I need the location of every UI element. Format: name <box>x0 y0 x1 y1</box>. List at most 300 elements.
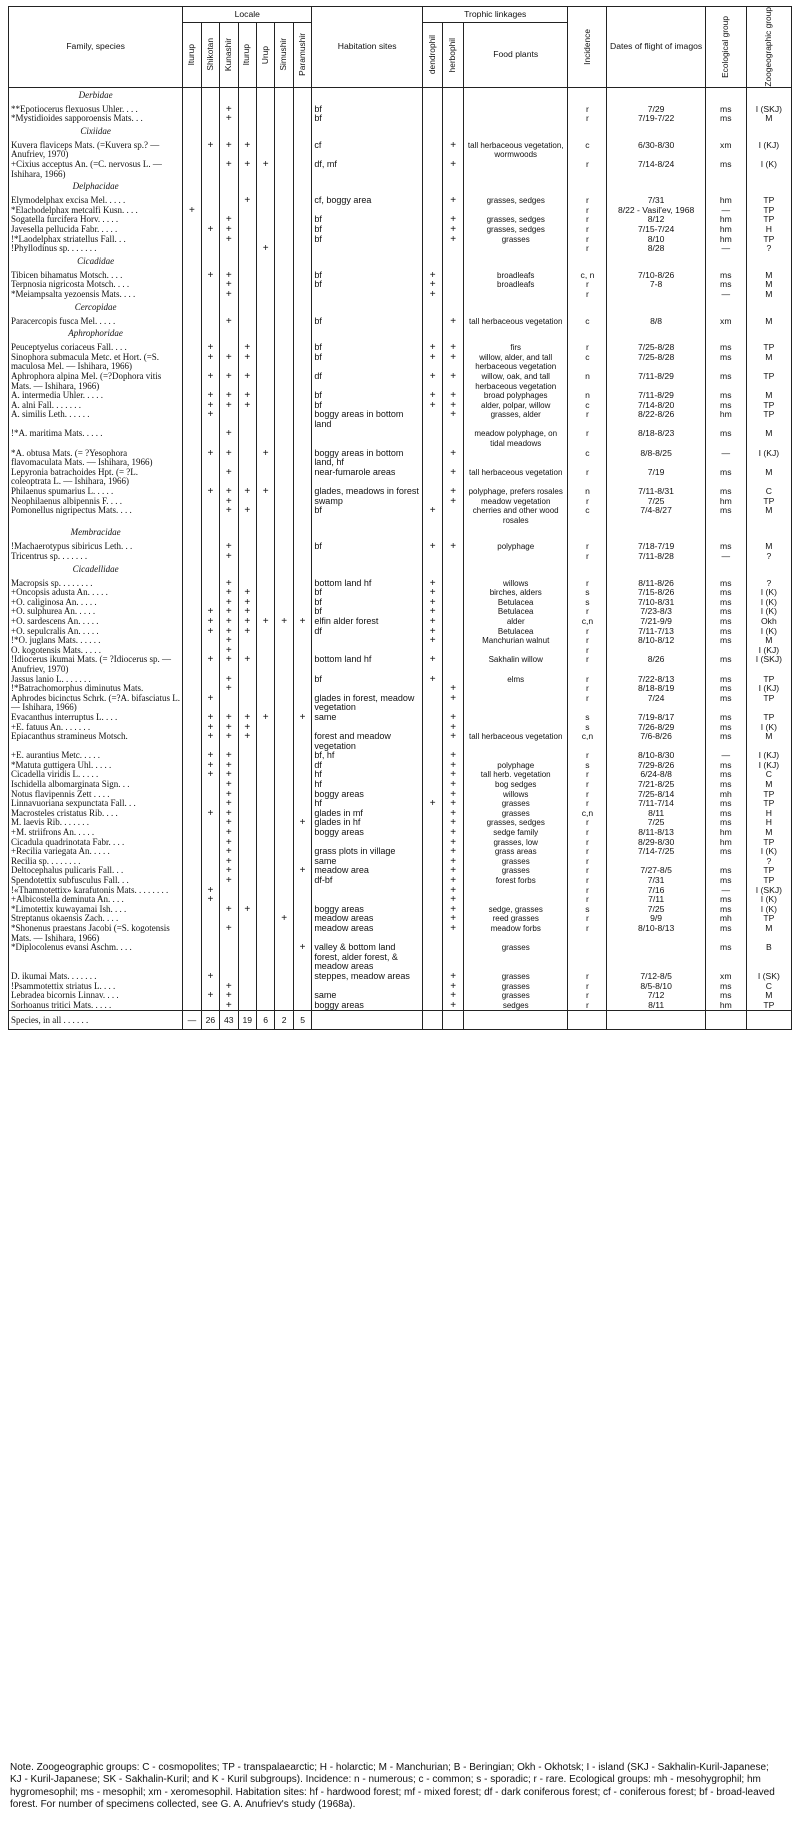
species-name: Macropsis sp. . . . . . . . <box>9 579 183 589</box>
habitation-site: glades in hf <box>312 818 423 828</box>
ecological-group: hm <box>705 1001 746 1011</box>
locale-mark <box>183 497 201 507</box>
locale-mark: + <box>220 723 238 733</box>
zoogeographic-group: I (SKJ) <box>746 105 791 115</box>
locale-mark <box>293 684 311 694</box>
locale-mark: + <box>220 1001 238 1011</box>
dendrophil-mark <box>422 943 442 972</box>
table-row <box>9 770 792 780</box>
zoogeographic-group: TP <box>746 1001 791 1011</box>
locale-mark: + <box>220 732 238 751</box>
ecological-group: mh <box>705 914 746 924</box>
flight-dates: 8/28 <box>607 244 705 254</box>
empty-cell <box>275 562 293 579</box>
locale-mark <box>293 809 311 819</box>
locale-mark <box>275 857 293 867</box>
table-row <box>9 215 792 225</box>
table-row <box>9 449 792 468</box>
empty-cell <box>201 179 219 196</box>
ecological-group: ms <box>705 487 746 497</box>
locale-mark <box>275 579 293 589</box>
species-name: Sinophora submacula Metc. et Hort. (=S. maculosa Mel. — Ishihara, 1966) <box>9 353 183 372</box>
habitation-site <box>312 290 423 300</box>
locale-mark <box>238 770 256 780</box>
locale-mark <box>238 429 256 448</box>
locale-mark <box>201 636 219 646</box>
family-name: Membracidae <box>9 525 183 542</box>
header-food: Food plants <box>463 22 568 87</box>
locale-mark <box>256 627 274 637</box>
zoogeographic-group: TP <box>746 410 791 429</box>
dendrophil-mark <box>422 982 442 992</box>
ecological-group: ms <box>705 694 746 713</box>
species-name: +E. fatuus An. . . . . . . <box>9 723 183 733</box>
habitation-site: bf <box>312 391 423 401</box>
herbophil-mark: + <box>443 751 463 761</box>
locale-mark: + <box>293 713 311 723</box>
locale-mark <box>256 1001 274 1011</box>
locale-mark <box>256 761 274 771</box>
food-plants <box>463 684 568 694</box>
habitation-site: df, mf <box>312 160 423 179</box>
habitation-site <box>312 636 423 646</box>
locale-mark: + <box>238 627 256 637</box>
zoogeographic-group: M <box>746 924 791 943</box>
empty-cell <box>568 326 607 343</box>
locale-mark <box>238 895 256 905</box>
locale-mark <box>275 886 293 896</box>
herbophil-mark: + <box>443 732 463 751</box>
habitation-site <box>312 244 423 254</box>
ecological-group: ms <box>705 905 746 915</box>
locale-mark <box>275 627 293 637</box>
ecological-group: hm <box>705 225 746 235</box>
header-dates: Dates of flight of imagos <box>607 7 705 88</box>
zoogeographic-group: I (KJ) <box>746 761 791 771</box>
herbophil-mark: + <box>443 818 463 828</box>
table-row <box>9 290 792 300</box>
table-row <box>9 598 792 608</box>
food-plants: meadow forbs <box>463 924 568 943</box>
locale-mark <box>183 410 201 429</box>
empty-cell <box>293 525 311 542</box>
family-row <box>9 87 792 105</box>
locale-mark: + <box>201 972 219 982</box>
incidence: r <box>568 235 607 245</box>
locale-mark <box>183 627 201 637</box>
dendrophil-mark <box>422 429 442 448</box>
locale-mark: + <box>293 866 311 876</box>
locale-mark: + <box>238 353 256 372</box>
dendrophil-mark: + <box>422 401 442 411</box>
zoogeographic-group: ? <box>746 857 791 867</box>
flight-dates: 7/11-8/31 <box>607 487 705 497</box>
habitation-site: df <box>312 761 423 771</box>
incidence: r <box>568 799 607 809</box>
locale-mark <box>293 732 311 751</box>
locale-mark: + <box>201 761 219 771</box>
locale-mark <box>293 141 311 160</box>
species-name: Elymodelphax excisa Mel. . . . . <box>9 196 183 206</box>
locale-mark <box>256 972 274 982</box>
ecological-group <box>705 646 746 656</box>
ecological-group: xm <box>705 141 746 160</box>
locale-mark <box>256 372 274 391</box>
species-name: Aphrodes bicinctus Schrk. (=?A. bifasciatus L. — Ishihara, 1966) <box>9 694 183 713</box>
locale-mark <box>183 317 201 327</box>
zoogeographic-group: Okh <box>746 617 791 627</box>
habitation-site <box>312 552 423 562</box>
empty-cell <box>422 254 442 271</box>
locale-mark: + <box>238 196 256 206</box>
empty-cell <box>220 300 238 317</box>
empty-cell <box>705 124 746 141</box>
zoogeographic-group: I (K) <box>746 598 791 608</box>
locale-mark <box>201 838 219 848</box>
ecological-group: — <box>705 751 746 761</box>
locale-mark <box>183 684 201 694</box>
empty-cell <box>746 525 791 542</box>
locale-mark <box>256 290 274 300</box>
locale-mark <box>238 114 256 124</box>
locale-mark <box>201 114 219 124</box>
habitation-site: df <box>312 372 423 391</box>
locale-mark <box>256 655 274 674</box>
locale-mark: + <box>220 655 238 674</box>
locale-mark <box>256 828 274 838</box>
flight-dates <box>607 290 705 300</box>
zoogeographic-group: M <box>746 542 791 552</box>
flight-dates: 7/12 <box>607 991 705 1001</box>
locale-mark <box>275 761 293 771</box>
locale-mark <box>183 972 201 982</box>
locale-mark <box>275 114 293 124</box>
locale-mark <box>201 866 219 876</box>
locale-mark <box>256 280 274 290</box>
empty-cell <box>275 525 293 542</box>
locale-mark: + <box>238 588 256 598</box>
habitation-site <box>312 886 423 896</box>
table-row <box>9 924 792 943</box>
locale-mark <box>238 646 256 656</box>
ecological-group: ms <box>705 105 746 115</box>
locale-mark: + <box>238 598 256 608</box>
ecological-group: hm <box>705 828 746 838</box>
locale-mark: + <box>220 780 238 790</box>
locale-mark <box>293 206 311 216</box>
dendrophil-mark <box>422 694 442 713</box>
locale-mark <box>238 809 256 819</box>
habitation-site: swamp <box>312 497 423 507</box>
species-name: !Idiocerus ikumai Mats. (= ?Idiocerus sp. — Anufriev, 1970) <box>9 655 183 674</box>
empty-cell <box>422 300 442 317</box>
empty-cell <box>238 179 256 196</box>
herbophil-mark <box>443 655 463 674</box>
incidence: r <box>568 105 607 115</box>
incidence: r <box>568 607 607 617</box>
table-row <box>9 235 792 245</box>
family-row <box>9 326 792 343</box>
empty-cell <box>568 179 607 196</box>
herbophil-mark: + <box>443 905 463 915</box>
food-plants: grasses, sedges <box>463 818 568 828</box>
flight-dates: 7-8 <box>607 280 705 290</box>
zoogeographic-group: TP <box>746 799 791 809</box>
flight-dates: 8/8-8/25 <box>607 449 705 468</box>
dendrophil-mark <box>422 828 442 838</box>
empty-cell <box>463 562 568 579</box>
flight-dates: 7/14-7/25 <box>607 847 705 857</box>
locale-mark: + <box>201 372 219 391</box>
herbophil-mark: + <box>443 401 463 411</box>
locale-mark <box>256 141 274 160</box>
locale-mark <box>183 924 201 943</box>
flight-dates: 8/29-8/30 <box>607 838 705 848</box>
locale-mark <box>201 646 219 656</box>
herbophil-mark: + <box>443 991 463 1001</box>
locale-mark <box>256 579 274 589</box>
flight-dates <box>607 943 705 972</box>
locale-mark: + <box>238 713 256 723</box>
species-name: +Cixius acceptus An. (=C. nervosus L. — Ishihara, 1966) <box>9 160 183 179</box>
food-plants: meadow polyphage, on tidal meadows <box>463 429 568 448</box>
locale-mark <box>293 449 311 468</box>
species-name: A. alni Fall. . . . . . . <box>9 401 183 411</box>
flight-dates: 6/24-8/8 <box>607 770 705 780</box>
ecological-group: — <box>705 290 746 300</box>
table-row <box>9 627 792 637</box>
incidence: r <box>568 914 607 924</box>
zoogeographic-group: TP <box>746 876 791 886</box>
incidence: r <box>568 160 607 179</box>
locale-mark <box>183 160 201 179</box>
locale-mark <box>293 317 311 327</box>
food-plants: birches, alders <box>463 588 568 598</box>
species-name: *Matuta guttigera Uhl. . . . . <box>9 761 183 771</box>
herbophil-mark: + <box>443 838 463 848</box>
empty-cell <box>422 562 442 579</box>
dendrophil-mark <box>422 761 442 771</box>
locale-mark <box>238 449 256 468</box>
zoogeographic-group: M <box>746 391 791 401</box>
locale-mark <box>201 943 219 972</box>
locale-mark <box>275 607 293 617</box>
dendrophil-mark <box>422 847 442 857</box>
herbophil-mark <box>443 943 463 972</box>
incidence: r <box>568 196 607 206</box>
locale-mark <box>256 905 274 915</box>
herbophil-mark: + <box>443 487 463 497</box>
incidence: s <box>568 713 607 723</box>
empty-cell <box>705 562 746 579</box>
dendrophil-mark <box>422 215 442 225</box>
empty-cell <box>463 254 568 271</box>
locale-mark <box>293 579 311 589</box>
dendrophil-mark <box>422 780 442 790</box>
table-row <box>9 914 792 924</box>
table-row <box>9 391 792 401</box>
herbophil-mark: + <box>443 809 463 819</box>
habitation-site: hf <box>312 770 423 780</box>
total-count: — <box>183 1011 201 1030</box>
species-name: +Recilia variegata An. . . . . <box>9 847 183 857</box>
locale-mark <box>201 206 219 216</box>
locale-mark <box>201 790 219 800</box>
locale-mark <box>183 617 201 627</box>
locale-mark <box>275 497 293 507</box>
incidence: r <box>568 828 607 838</box>
food-plants <box>463 160 568 179</box>
flight-dates: 7/16 <box>607 886 705 896</box>
empty-cell <box>746 254 791 271</box>
locale-mark <box>256 114 274 124</box>
herbophil-mark: + <box>443 914 463 924</box>
flight-dates: 8/11 <box>607 809 705 819</box>
zoogeographic-group: C <box>746 982 791 992</box>
habitation-site: meadow areas <box>312 924 423 943</box>
species-name: *Limotettix kuwayamai Ish. . . . <box>9 905 183 915</box>
ecological-group: ms <box>705 732 746 751</box>
locale-mark: + <box>201 271 219 281</box>
locale-mark <box>256 732 274 751</box>
empty-cell <box>238 562 256 579</box>
ecological-group: ms <box>705 343 746 353</box>
habitation-site: elfin alder forest <box>312 617 423 627</box>
locale-mark <box>293 790 311 800</box>
locale-mark: + <box>293 818 311 828</box>
herbophil-mark: + <box>443 542 463 552</box>
empty-cell <box>238 525 256 542</box>
empty-cell <box>312 124 423 141</box>
locale-mark <box>256 353 274 372</box>
locale-mark <box>238 235 256 245</box>
empty-cell <box>568 300 607 317</box>
food-plants: elms <box>463 675 568 685</box>
species-name: +O. sardescens An. . . . . <box>9 617 183 627</box>
locale-mark <box>256 429 274 448</box>
incidence: r <box>568 790 607 800</box>
food-plants <box>463 206 568 216</box>
herbophil-mark: + <box>443 886 463 896</box>
zoogeographic-group: M <box>746 506 791 525</box>
locale-mark <box>183 114 201 124</box>
locale-mark <box>275 552 293 562</box>
locale-mark: + <box>220 684 238 694</box>
dendrophil-mark <box>422 838 442 848</box>
locale-mark: + <box>256 449 274 468</box>
locale-mark: + <box>220 579 238 589</box>
locale-mark <box>256 818 274 828</box>
locale-mark <box>275 713 293 723</box>
locale-mark <box>293 343 311 353</box>
locale-mark <box>183 799 201 809</box>
locale-mark: + <box>201 343 219 353</box>
empty-cell <box>607 300 705 317</box>
locale-mark <box>238 780 256 790</box>
ecological-group: ms <box>705 598 746 608</box>
locale-mark: + <box>238 655 256 674</box>
locale-mark <box>275 809 293 819</box>
flight-dates: 7/25-8/14 <box>607 790 705 800</box>
incidence: r <box>568 895 607 905</box>
locale-mark <box>238 982 256 992</box>
total-count: 5 <box>293 1011 311 1030</box>
empty-cell <box>568 1011 607 1030</box>
empty-cell <box>443 179 463 196</box>
dendrophil-mark <box>422 487 442 497</box>
habitation-site: bf <box>312 280 423 290</box>
empty-cell <box>220 525 238 542</box>
ecological-group: ms <box>705 280 746 290</box>
empty-cell <box>312 87 423 105</box>
habitation-site: boggy areas <box>312 828 423 838</box>
locale-mark <box>238 972 256 982</box>
family-row <box>9 562 792 579</box>
incidence: r <box>568 780 607 790</box>
species-name: +M. striifrons An. . . . . <box>9 828 183 838</box>
locale-mark <box>256 391 274 401</box>
locale-mark <box>256 506 274 525</box>
dendrophil-mark <box>422 114 442 124</box>
dendrophil-mark <box>422 684 442 694</box>
herbophil-mark: + <box>443 353 463 372</box>
locale-mark <box>238 886 256 896</box>
herbophil-mark <box>443 206 463 216</box>
table-row <box>9 506 792 525</box>
empty-cell <box>312 525 423 542</box>
empty-cell <box>422 179 442 196</box>
locale-mark <box>293 982 311 992</box>
locale-mark <box>293 391 311 401</box>
food-plants: forest forbs <box>463 876 568 886</box>
flight-dates: 7/25 <box>607 905 705 915</box>
zoogeographic-group: ? <box>746 552 791 562</box>
habitation-site: bf <box>312 343 423 353</box>
locale-mark: + <box>238 141 256 160</box>
incidence: r <box>568 838 607 848</box>
habitation-site: same <box>312 991 423 1001</box>
zoogeographic-group: H <box>746 809 791 819</box>
locale-mark <box>201 280 219 290</box>
habitation-site: boggy areas <box>312 905 423 915</box>
locale-mark: + <box>238 401 256 411</box>
locale-mark: + <box>238 160 256 179</box>
species-name: Peuceptyelus coriaceus Fall. . . . <box>9 343 183 353</box>
locale-mark: + <box>220 429 238 448</box>
empty-cell <box>746 562 791 579</box>
herbophil-mark <box>443 244 463 254</box>
locale-mark <box>275 723 293 733</box>
empty-cell <box>293 179 311 196</box>
incidence: c, n <box>568 271 607 281</box>
ecological-group: ms <box>705 761 746 771</box>
herbophil-mark: + <box>443 343 463 353</box>
locale-mark: + <box>220 847 238 857</box>
species-name: Cicadella viridis L. . . . . <box>9 770 183 780</box>
locale-mark <box>183 780 201 790</box>
locale-mark <box>201 905 219 915</box>
flight-dates: 8/11-8/26 <box>607 579 705 589</box>
habitation-site: valley & bottom land forest, alder forest, & meadow areas <box>312 943 423 972</box>
locale-mark <box>183 244 201 254</box>
zoogeographic-group: I (SKJ) <box>746 886 791 896</box>
ecological-group: ms <box>705 675 746 685</box>
empty-cell <box>275 326 293 343</box>
table-row <box>9 105 792 115</box>
locale-mark: + <box>256 487 274 497</box>
locale-mark <box>275 410 293 429</box>
locale-mark <box>293 914 311 924</box>
